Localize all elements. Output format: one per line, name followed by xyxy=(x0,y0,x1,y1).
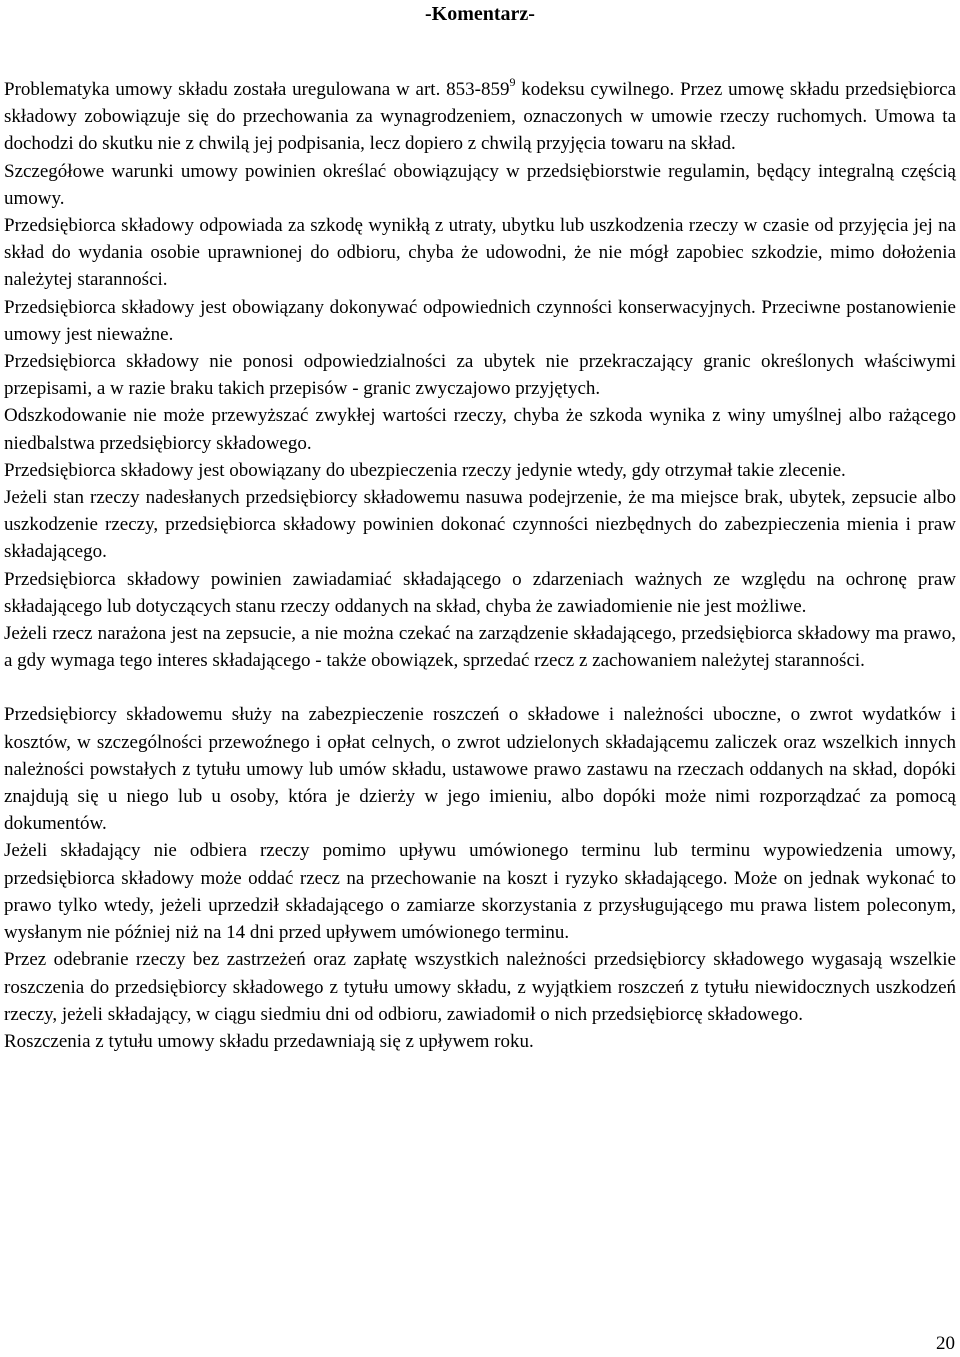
intro-text: Problematyka umowy składu została uregulowana w art. 853-859 xyxy=(4,79,510,100)
paragraph: Przedsiębiorca składowy powinien zawiadamiać składającego o zdarzeniach ważnych ze względu na ochronę praw składającego lub dotyczących stanu rzeczy oddanych na skład, chyba że zawiadomienie nie jest możliwe. xyxy=(4,568,956,617)
paragraph: Szczegółowe warunki umowy powinien określać obowiązujący w przedsiębiorstwie regulamin, będący integralną częścią umowy. xyxy=(4,160,956,209)
paragraph: Przedsiębiorca składowy jest obowiązany dokonywać odpowiednich czynności konserwacyjnych. Przeciwne postanowienie umowy jest nieważne. xyxy=(4,296,956,345)
paragraph: Przez odebranie rzeczy bez zastrzeżeń oraz zapłatę wszystkich należności przedsiębiorcy składowego wygasają wszelkie roszczenia do przedsiębiorcy składowego z tytułu umowy składu, z wyjątkiem roszczeń z tytułu niewidocznych uszkodzeń rzeczy, jeżeli składający, w ciągu siedmiu dni od odbioru, zawiadomił o nich przedsiębiorcę składowego. xyxy=(4,949,956,1025)
paragraph: Przedsiębiorca składowy nie ponosi odpowiedzialności za ubytek nie przekraczający granic określonych właściwymi przepisami, a w razie braku takich przepisów - granic zwyczajowo przyjętych. xyxy=(4,351,956,400)
commentary-body xyxy=(4,76,956,1055)
paragraph: Przedsiębiorcy składowemu służy na zabezpieczenie roszczeń o składowe i należności uboczne, o zwrot wydatków i kosztów, w szczególności przewoźnego i opłat celnych, o zwrot udzielonych składającemu zaliczek oraz wszelkich innych należności powstałych z tytułu umowy lub umów składu, ustawowe prawo zastawu na rzeczach oddanych na skład, dopóki znajdują się u niego lub u osoby, która je dzierży w jego imieniu, albo dopóki może nimi rozporządzać za pomocą dokumentów. xyxy=(4,704,956,835)
article-superscript: 9 xyxy=(509,74,516,89)
paragraph: Roszczenia z tytułu umowy składu przedawniają się z upływem roku. xyxy=(4,1030,534,1052)
paragraph: Przedsiębiorca składowy jest obowiązany do ubezpieczenia rzeczy jedynie wtedy, gdy otrzymał takie zlecenie. xyxy=(4,459,846,481)
intro-text-continued: kodeksu cywilnego. Przez umowę składu przedsiębiorca składowy zobowiązuje się do przechowania za wynagrodzeniem, oznaczonych w umowie rzeczy ruchomych. Umowa ta dochodzi do skutku nie z chwilą jej podpisania, lecz dopiero z chwilą przyjęcia towaru na skład. xyxy=(4,79,956,155)
paragraph: Jeżeli składający nie odbiera rzeczy pomimo upływu umówionego terminu lub terminu wypowiedzenia umowy, przedsiębiorca składowy może oddać rzecz na przechowanie na koszt i ryzyko składającego. Może on jednak wykonać to prawo tylko wtedy, jeżeli uprzedził składającego o zamiarze skorzystania z przysługującego mu prawa listem poleconym, wysłanym nie później niż na 14 dni przed upływem umówionego terminu. xyxy=(4,840,956,944)
paragraph: Jeżeli rzecz narażona jest na zepsucie, a nie można czekać na zarządzenie składającego, przedsiębiorca składowy ma prawo, a gdy wymaga tego interes składającego - także obowiązek, sprzedać rzecz z zachowaniem należytej staranności. xyxy=(4,623,956,672)
paragraph: Przedsiębiorca składowy odpowiada za szkodę wynikłą z utraty, ubytku lub uszkodzenia rzeczy w czasie od przyjęcia jej na skład do wydania osobie uprawnionej do odbioru, chyba że udowodni, że nie mógł zapobiec szkodzie, mimo dołożenia należytej staranności. xyxy=(4,215,956,291)
paragraph: Jeżeli stan rzeczy nadesłanych przedsiębiorcy składowemu nasuwa podejrzenie, że ma miejsce brak, ubytek, zepsucie albo uszkodzenie rzeczy, przedsiębiorca składowy powinien dokonać czynności niezbędnych do zabezpieczenia mienia i praw składającego. xyxy=(4,487,956,563)
intro-paragraph xyxy=(4,76,956,158)
page-title: -Komentarz- xyxy=(425,3,535,25)
section-spacer xyxy=(4,674,956,701)
paragraph: Odszkodowanie nie może przewyższać zwykłej wartości rzeczy, chyba że szkoda wynika z winy umyślnej albo rażącego niedbalstwa przedsiębiorcy składowego. xyxy=(4,405,956,454)
page-number: 20 xyxy=(936,1333,955,1354)
